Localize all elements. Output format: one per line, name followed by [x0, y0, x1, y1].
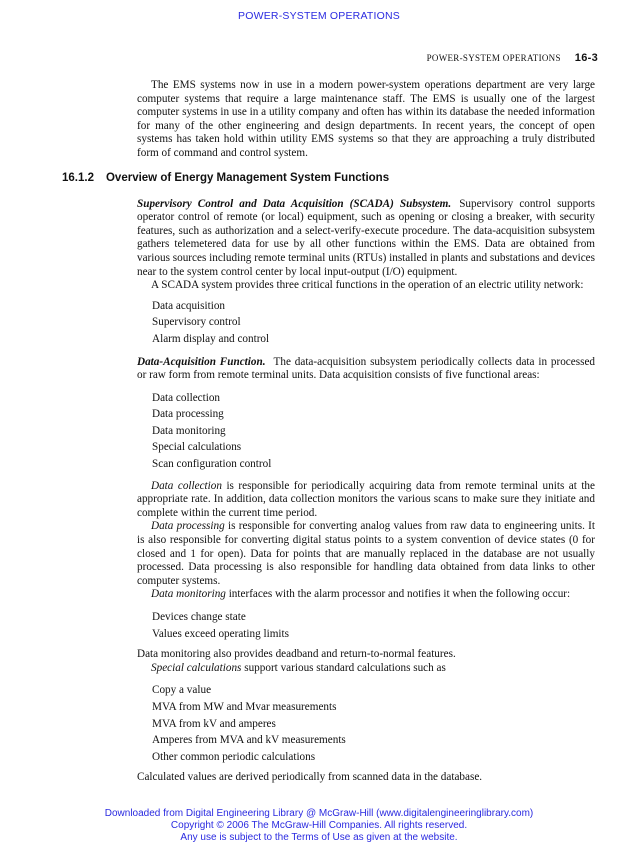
list-item: Scan configuration control [152, 458, 272, 471]
data-collection-term: Data collection [151, 479, 222, 492]
section-number: 16.1.2 [62, 172, 94, 184]
special-calculations-closing: Calculated values are derived periodically from scanned data in the database. [137, 771, 483, 784]
intro-paragraph: The EMS systems now in use in a modern power-system operations department are very large computer systems that require a large maintenance staff. The EMS is usually one of the largest computer systems in use in a utility company and often has within its database the needed information for many of the other engineering and design departments. In recent years, the concept of open systems has taken hold within utility EMS systems so that they are approaching a truly distributed form of command and control system. [137, 79, 595, 159]
list-item: Data monitoring [152, 424, 226, 437]
scada-function-list [137, 298, 595, 348]
footer-terms-line[interactable]: Any use is subject to the Terms of Use as given at the website. [180, 832, 458, 843]
data-monitoring-paragraph [137, 588, 595, 602]
scada-paragraph [137, 198, 595, 280]
scada-text: Supervisory control supports operator control of remote (or local) equipment, such as opening or closing a breaker, with security features, such as authorization and a select-verify-execute procedure. The data-acquisition subsystem gathers telemetered data for use by all other functions within the EMS. Data are obtained from various sources including remote terminal units (RTUs) installed in plants and substations and devices near to the system control center by local input-output (I/O) equipment. [137, 197, 595, 278]
data-acquisition-heading: Data-Acquisition Function. [137, 355, 266, 368]
footer [0, 808, 638, 844]
list-item: Data processing [152, 408, 224, 421]
page-body [137, 79, 595, 785]
list-item: Devices change state [152, 611, 246, 623]
data-monitoring-text: interfaces with the alarm processor and notifies it when the following occur: [225, 588, 571, 601]
data-processing-text: is responsible for converting analog values from raw data to engineering units. It is also responsible for converting digital status points to a system convention of device states (0 for closed and 1 for open). Data for points that are manually replaced in the database are not usually processed. Data processing is also responsible for handling data obtained from data links to other computer systems. [137, 520, 595, 587]
special-calculations-term: Special calculations [151, 661, 242, 674]
scada-intro-line: A SCADA system provides three critical functions in the operation of an electric utility network: [151, 279, 584, 292]
data-acquisition-area-list [137, 390, 595, 473]
page-number: 16-3 [574, 52, 598, 64]
footer-copyright-line: Copyright © 2006 The McGraw-Hill Companies. All rights reserved. [170, 820, 468, 831]
list-item: Alarm display and control [152, 332, 270, 345]
data-collection-paragraph [137, 480, 595, 521]
list-item: Data acquisition [152, 299, 226, 312]
data-monitoring-event-list [137, 609, 595, 642]
list-item: Amperes from MVA and kV measurements [152, 734, 346, 747]
running-head [427, 52, 598, 64]
list-item: Copy a value [152, 684, 212, 697]
data-acquisition-paragraph [137, 356, 595, 383]
list-item: MVA from MW and Mvar measurements [152, 700, 337, 713]
section-spacer [137, 161, 595, 198]
list-item: Values exceed operating limits [152, 627, 290, 640]
scada-heading: Supervisory Control and Data Acquisition (SCADA) Subsystem. [137, 197, 452, 210]
data-collection-text: is responsible for periodically acquiring data from remote terminal units at the appropriate rate. In addition, data collection monitors the various scans to make sure they initiate and complete within the current time period. [137, 479, 595, 519]
list-item: MVA from kV and amperes [152, 717, 276, 730]
list-item: Data collection [152, 391, 221, 404]
data-monitoring-term: Data monitoring [151, 588, 226, 601]
top-banner: POWER-SYSTEM OPERATIONS [238, 10, 400, 22]
special-calculations-paragraph [137, 662, 595, 676]
data-monitoring-followup: Data monitoring also provides deadband and return-to-normal features. [137, 648, 456, 661]
section-title: Overview of Energy Management System Functions [105, 172, 390, 184]
running-title: POWER-SYSTEM OPERATIONS [426, 53, 561, 63]
list-item: Supervisory control [152, 316, 241, 329]
data-acquisition-text: The data-acquisition subsystem periodically collects data in processed or raw form from remote terminal units. Data acquisition consists of five functional areas: [137, 355, 595, 382]
data-processing-paragraph [137, 520, 595, 588]
special-calculations-list [137, 682, 595, 765]
list-item: Special calculations [152, 441, 242, 454]
data-processing-term: Data processing [151, 520, 225, 533]
footer-download-line[interactable]: Downloaded from Digital Engineering Library @ McGraw-Hill (www.digitalengineeringlibrary.com) [104, 808, 534, 819]
list-item: Other common periodic calculations [152, 750, 316, 763]
special-calculations-text: support various standard calculations such as [241, 661, 446, 674]
